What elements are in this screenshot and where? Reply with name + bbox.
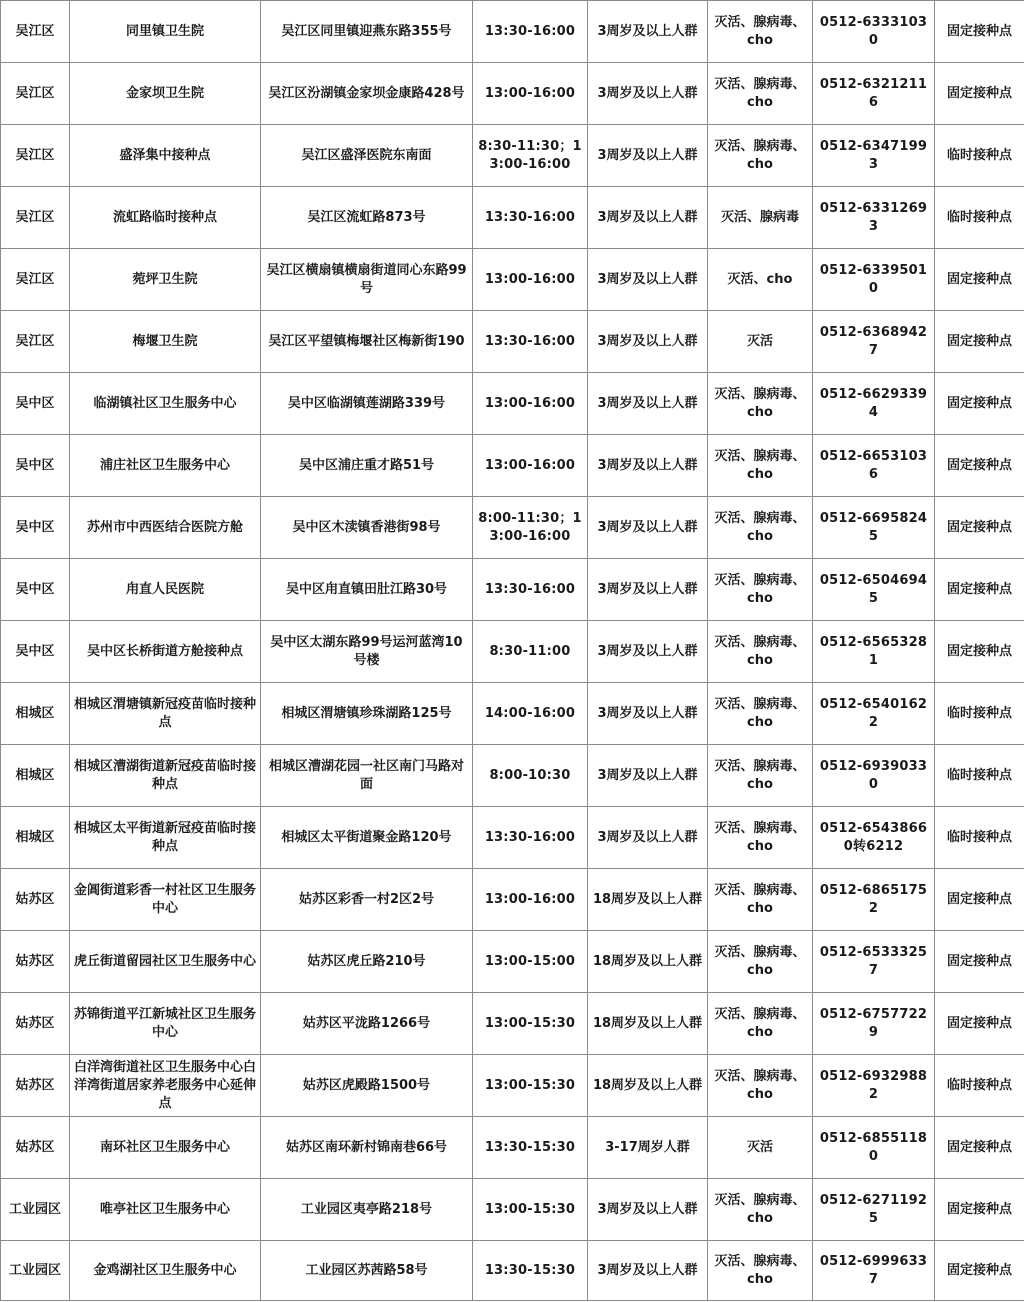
- phone-cell: 0512-65046945: [813, 559, 935, 621]
- table-row: [1, 1241, 1024, 1301]
- site-name-cell: 梅堰卫生院: [70, 311, 261, 373]
- time-cell: 13:30-15:30: [473, 1241, 588, 1301]
- district-cell: 吴江区: [1, 63, 70, 125]
- vaccine-type-cell: 灭活、腺病毒、cho: [708, 559, 813, 621]
- site-type-cell: 固定接种点: [935, 373, 1024, 435]
- phone-cell: 0512-65333257: [813, 931, 935, 993]
- age-group-cell: 3周岁及以上人群: [588, 559, 708, 621]
- table-row: [1, 1055, 1024, 1117]
- age-group-cell: 3周岁及以上人群: [588, 1179, 708, 1241]
- vaccine-type-cell: 灭活、腺病毒: [708, 187, 813, 249]
- phone-cell: 0512-63471993: [813, 125, 935, 187]
- phone-cell: 0512-67577229: [813, 993, 935, 1055]
- time-cell: 13:30-16:00: [473, 807, 588, 869]
- site-name-cell: 浦庄社区卫生服务中心: [70, 435, 261, 497]
- age-group-cell: 3周岁及以上人群: [588, 125, 708, 187]
- time-cell: 13:00-15:30: [473, 1179, 588, 1241]
- vaccine-type-cell: 灭活、腺病毒、cho: [708, 807, 813, 869]
- district-cell: 姑苏区: [1, 993, 70, 1055]
- phone-cell: 0512-65401622: [813, 683, 935, 745]
- address-cell: 姑苏区平泷路1266号: [261, 993, 473, 1055]
- district-cell: 吴江区: [1, 249, 70, 311]
- vaccine-type-cell: 灭活、腺病毒、cho: [708, 869, 813, 931]
- address-cell: 吴江区流虹路873号: [261, 187, 473, 249]
- phone-cell: 0512-66958245: [813, 497, 935, 559]
- age-group-cell: 3周岁及以上人群: [588, 1, 708, 63]
- site-type-cell: 临时接种点: [935, 1055, 1024, 1117]
- address-cell: 吴中区临湖镇莲湖路339号: [261, 373, 473, 435]
- district-cell: 相城区: [1, 807, 70, 869]
- site-type-cell: 固定接种点: [935, 1, 1024, 63]
- address-cell: 相城区渭塘镇珍珠湖路125号: [261, 683, 473, 745]
- time-cell: 13:00-15:00: [473, 931, 588, 993]
- site-type-cell: 固定接种点: [935, 993, 1024, 1055]
- time-cell: 13:30-16:00: [473, 311, 588, 373]
- site-type-cell: 固定接种点: [935, 621, 1024, 683]
- time-cell: 13:00-16:00: [473, 373, 588, 435]
- site-name-cell: 虎丘街道留园社区卫生服务中心: [70, 931, 261, 993]
- address-cell: 姑苏区虎丘路210号: [261, 931, 473, 993]
- site-name-cell: 菀坪卫生院: [70, 249, 261, 311]
- address-cell: 相城区漕湖花园一社区南门马路对面: [261, 745, 473, 807]
- site-type-cell: 固定接种点: [935, 869, 1024, 931]
- address-cell: 吴中区甪直镇田肚江路30号: [261, 559, 473, 621]
- vaccine-type-cell: 灭活、腺病毒、cho: [708, 497, 813, 559]
- age-group-cell: 3周岁及以上人群: [588, 187, 708, 249]
- time-cell: 13:30-16:00: [473, 187, 588, 249]
- site-type-cell: 固定接种点: [935, 497, 1024, 559]
- age-group-cell: 3周岁及以上人群: [588, 249, 708, 311]
- table-row: [1, 807, 1024, 869]
- age-group-cell: 3周岁及以上人群: [588, 373, 708, 435]
- address-cell: 吴江区汾湖镇金家坝金康路428号: [261, 63, 473, 125]
- site-name-cell: 苏锦街道平江新城社区卫生服务中心: [70, 993, 261, 1055]
- vaccine-type-cell: 灭活、腺病毒、cho: [708, 621, 813, 683]
- time-cell: 13:00-15:30: [473, 993, 588, 1055]
- phone-cell: 0512-69329882: [813, 1055, 935, 1117]
- site-name-cell: 临湖镇社区卫生服务中心: [70, 373, 261, 435]
- age-group-cell: 3周岁及以上人群: [588, 63, 708, 125]
- site-type-cell: 固定接种点: [935, 311, 1024, 373]
- address-cell: 吴中区木渎镇香港街98号: [261, 497, 473, 559]
- site-type-cell: 固定接种点: [935, 1241, 1024, 1301]
- vaccine-type-cell: 灭活、腺病毒、cho: [708, 63, 813, 125]
- site-type-cell: 临时接种点: [935, 125, 1024, 187]
- vaccine-type-cell: 灭活、腺病毒、cho: [708, 1, 813, 63]
- vaccine-type-cell: 灭活、腺病毒、cho: [708, 435, 813, 497]
- age-group-cell: 3周岁及以上人群: [588, 435, 708, 497]
- table-body: [1, 1, 1024, 1301]
- phone-cell: 0512-68551180: [813, 1117, 935, 1179]
- district-cell: 工业园区: [1, 1179, 70, 1241]
- vaccine-type-cell: 灭活: [708, 311, 813, 373]
- time-cell: 13:30-16:00: [473, 1, 588, 63]
- district-cell: 姑苏区: [1, 869, 70, 931]
- table-row: [1, 497, 1024, 559]
- time-cell: 14:00-16:00: [473, 683, 588, 745]
- vaccine-type-cell: 灭活、cho: [708, 249, 813, 311]
- address-cell: 吴江区盛泽医院东南面: [261, 125, 473, 187]
- phone-cell: 0512-63212116: [813, 63, 935, 125]
- table-row: [1, 373, 1024, 435]
- address-cell: 吴江区同里镇迎燕东路355号: [261, 1, 473, 63]
- age-group-cell: 18周岁及以上人群: [588, 869, 708, 931]
- district-cell: 姑苏区: [1, 931, 70, 993]
- site-name-cell: 同里镇卫生院: [70, 1, 261, 63]
- age-group-cell: 3-17周岁人群: [588, 1117, 708, 1179]
- phone-cell: 0512-63312693: [813, 187, 935, 249]
- phone-cell: 0512-65438660转6212: [813, 807, 935, 869]
- site-name-cell: 盛泽集中接种点: [70, 125, 261, 187]
- time-cell: 8:00-10:30: [473, 745, 588, 807]
- address-cell: 吴江区横扇镇横扇街道同心东路99号: [261, 249, 473, 311]
- vaccine-type-cell: 灭活、腺病毒、cho: [708, 125, 813, 187]
- table-row: [1, 745, 1024, 807]
- time-cell: 8:30-11:30；13:00-16:00: [473, 125, 588, 187]
- district-cell: 吴中区: [1, 497, 70, 559]
- age-group-cell: 3周岁及以上人群: [588, 683, 708, 745]
- address-cell: 相城区太平街道聚金路120号: [261, 807, 473, 869]
- time-cell: 13:00-15:30: [473, 1055, 588, 1117]
- site-name-cell: 金鸡湖社区卫生服务中心: [70, 1241, 261, 1301]
- address-cell: 吴江区平望镇梅堰社区梅新街190: [261, 311, 473, 373]
- age-group-cell: 3周岁及以上人群: [588, 745, 708, 807]
- table-row: [1, 63, 1024, 125]
- time-cell: 13:00-16:00: [473, 869, 588, 931]
- age-group-cell: 18周岁及以上人群: [588, 931, 708, 993]
- district-cell: 姑苏区: [1, 1055, 70, 1117]
- vaccine-type-cell: 灭活、腺病毒、cho: [708, 745, 813, 807]
- time-cell: 13:00-16:00: [473, 249, 588, 311]
- phone-cell: 0512-63689427: [813, 311, 935, 373]
- site-type-cell: 固定接种点: [935, 1117, 1024, 1179]
- address-cell: 吴中区浦庄重才路51号: [261, 435, 473, 497]
- vaccine-type-cell: 灭活、腺病毒、cho: [708, 1179, 813, 1241]
- site-name-cell: 金阊街道彩香一村社区卫生服务中心: [70, 869, 261, 931]
- phone-cell: 0512-65653281: [813, 621, 935, 683]
- site-name-cell: 相城区漕湖街道新冠疫苗临时接种点: [70, 745, 261, 807]
- table-row: [1, 1179, 1024, 1241]
- district-cell: 工业园区: [1, 1241, 70, 1301]
- site-type-cell: 固定接种点: [935, 1179, 1024, 1241]
- site-type-cell: 临时接种点: [935, 807, 1024, 869]
- table-row: [1, 1117, 1024, 1179]
- district-cell: 吴中区: [1, 373, 70, 435]
- vaccine-type-cell: 灭活、腺病毒、cho: [708, 1055, 813, 1117]
- vaccine-type-cell: 灭活、腺病毒、cho: [708, 373, 813, 435]
- site-type-cell: 临时接种点: [935, 187, 1024, 249]
- site-name-cell: 苏州市中西医结合医院方舱: [70, 497, 261, 559]
- phone-cell: 0512-63395010: [813, 249, 935, 311]
- table-row: [1, 621, 1024, 683]
- site-name-cell: 流虹路临时接种点: [70, 187, 261, 249]
- phone-cell: 0512-68651752: [813, 869, 935, 931]
- time-cell: 13:30-15:30: [473, 1117, 588, 1179]
- site-type-cell: 临时接种点: [935, 683, 1024, 745]
- district-cell: 吴中区: [1, 435, 70, 497]
- table-row: [1, 1, 1024, 63]
- age-group-cell: 3周岁及以上人群: [588, 311, 708, 373]
- site-type-cell: 固定接种点: [935, 931, 1024, 993]
- table-row: [1, 249, 1024, 311]
- site-name-cell: 相城区渭塘镇新冠疫苗临时接种点: [70, 683, 261, 745]
- phone-cell: 0512-62711925: [813, 1179, 935, 1241]
- age-group-cell: 3周岁及以上人群: [588, 621, 708, 683]
- site-name-cell: 吴中区长桥街道方舱接种点: [70, 621, 261, 683]
- age-group-cell: 18周岁及以上人群: [588, 993, 708, 1055]
- site-type-cell: 固定接种点: [935, 435, 1024, 497]
- age-group-cell: 3周岁及以上人群: [588, 1241, 708, 1301]
- phone-cell: 0512-66293394: [813, 373, 935, 435]
- site-type-cell: 固定接种点: [935, 63, 1024, 125]
- address-cell: 工业园区苏茜路58号: [261, 1241, 473, 1301]
- table-row: [1, 993, 1024, 1055]
- table-row: [1, 311, 1024, 373]
- time-cell: 8:00-11:30；13:00-16:00: [473, 497, 588, 559]
- time-cell: 13:00-16:00: [473, 63, 588, 125]
- address-cell: 工业园区夷亭路218号: [261, 1179, 473, 1241]
- district-cell: 吴中区: [1, 559, 70, 621]
- site-name-cell: 金家坝卫生院: [70, 63, 261, 125]
- vaccine-type-cell: 灭活、腺病毒、cho: [708, 683, 813, 745]
- site-name-cell: 白洋湾街道社区卫生服务中心白洋湾街道居家养老服务中心延伸点: [70, 1055, 261, 1117]
- table-row: [1, 559, 1024, 621]
- age-group-cell: 3周岁及以上人群: [588, 497, 708, 559]
- district-cell: 吴中区: [1, 621, 70, 683]
- district-cell: 姑苏区: [1, 1117, 70, 1179]
- vaccine-type-cell: 灭活: [708, 1117, 813, 1179]
- vaccine-type-cell: 灭活、腺病毒、cho: [708, 931, 813, 993]
- district-cell: 吴江区: [1, 311, 70, 373]
- table-row: [1, 187, 1024, 249]
- age-group-cell: 3周岁及以上人群: [588, 807, 708, 869]
- site-name-cell: 南环社区卫生服务中心: [70, 1117, 261, 1179]
- time-cell: 8:30-11:00: [473, 621, 588, 683]
- phone-cell: 0512-69390330: [813, 745, 935, 807]
- address-cell: 姑苏区彩香一村2区2号: [261, 869, 473, 931]
- district-cell: 吴江区: [1, 1, 70, 63]
- site-type-cell: 临时接种点: [935, 745, 1024, 807]
- district-cell: 吴江区: [1, 187, 70, 249]
- table-row: [1, 869, 1024, 931]
- address-cell: 吴中区太湖东路99号运河蓝湾10号楼: [261, 621, 473, 683]
- table-row: [1, 683, 1024, 745]
- table-row: [1, 125, 1024, 187]
- address-cell: 姑苏区虎殿路1500号: [261, 1055, 473, 1117]
- address-cell: 姑苏区南环新村锦南巷66号: [261, 1117, 473, 1179]
- time-cell: 13:00-16:00: [473, 435, 588, 497]
- site-name-cell: 甪直人民医院: [70, 559, 261, 621]
- phone-cell: 0512-69996337: [813, 1241, 935, 1301]
- phone-cell: 0512-63331030: [813, 1, 935, 63]
- district-cell: 相城区: [1, 683, 70, 745]
- site-name-cell: 唯亭社区卫生服务中心: [70, 1179, 261, 1241]
- district-cell: 相城区: [1, 745, 70, 807]
- table-row: [1, 931, 1024, 993]
- vaccine-type-cell: 灭活、腺病毒、cho: [708, 1241, 813, 1301]
- phone-cell: 0512-66531036: [813, 435, 935, 497]
- district-cell: 吴江区: [1, 125, 70, 187]
- vaccine-type-cell: 灭活、腺病毒、cho: [708, 993, 813, 1055]
- time-cell: 13:30-16:00: [473, 559, 588, 621]
- site-name-cell: 相城区太平街道新冠疫苗临时接种点: [70, 807, 261, 869]
- age-group-cell: 18周岁及以上人群: [588, 1055, 708, 1117]
- site-type-cell: 固定接种点: [935, 249, 1024, 311]
- site-type-cell: 固定接种点: [935, 559, 1024, 621]
- table-row: [1, 435, 1024, 497]
